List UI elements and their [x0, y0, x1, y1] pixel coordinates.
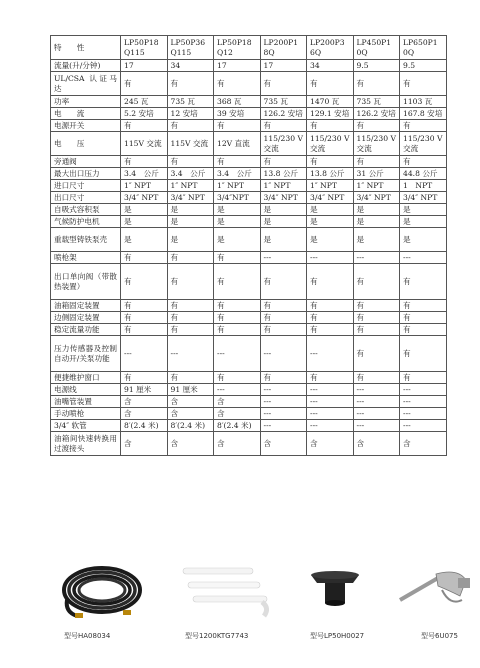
table-cell: 有 — [214, 372, 261, 384]
row-label: 旁通阀 — [51, 156, 121, 168]
table-cell: 有 — [307, 372, 354, 384]
table-cell: --- — [167, 336, 214, 372]
table-cell: 39 安培 — [214, 108, 261, 120]
table-cell: 3/4″ NPT — [307, 192, 354, 204]
table-cell: LP50P18 Q12 — [214, 36, 261, 60]
caption-fitting: 型号LP50H0027 — [310, 632, 365, 640]
table-cell: 含 — [167, 432, 214, 456]
table-cell: 是 — [353, 216, 400, 228]
table-cell: 是 — [167, 204, 214, 216]
table-cell: 1″ NPT — [353, 180, 400, 192]
table-cell: 含 — [400, 432, 447, 456]
pipe-tubes-icon — [178, 560, 273, 620]
table-cell: 含 — [121, 432, 168, 456]
table-cell: 有 — [167, 300, 214, 312]
coiled-hose-icon — [57, 560, 147, 620]
row-label: 电 压 — [51, 132, 121, 156]
table-cell: 3.4 公斤 — [121, 168, 168, 180]
table-cell: 3/4″ NPT — [400, 192, 447, 204]
table-cell: 有 — [400, 312, 447, 324]
table-row — [51, 60, 447, 72]
product-photos — [0, 555, 480, 625]
table-cell: --- — [260, 420, 307, 432]
table-cell: 有 — [260, 156, 307, 168]
table-cell: 3.4 公斤 — [167, 168, 214, 180]
table-cell: --- — [307, 396, 354, 408]
table-cell: --- — [214, 336, 261, 372]
table-cell: 有 — [167, 156, 214, 168]
table-cell: 是 — [307, 204, 354, 216]
row-label: 出口单向阀（带散热装置） — [51, 264, 121, 300]
table-cell: 含 — [167, 408, 214, 420]
table-cell: 有 — [167, 120, 214, 132]
table-row — [51, 420, 447, 432]
table-cell: 有 — [260, 312, 307, 324]
row-label: 进口尺寸 — [51, 180, 121, 192]
table-cell: 有 — [353, 264, 400, 300]
table-cell: 9.5 — [353, 60, 400, 72]
table-cell: 含 — [214, 396, 261, 408]
table-cell: 129.1 安培 — [307, 108, 354, 120]
table-cell: 是 — [121, 216, 168, 228]
table-cell: 245 瓦 — [121, 96, 168, 108]
table-cell: 3/4″ NPT — [167, 192, 214, 204]
table-row — [51, 300, 447, 312]
table-cell: 有 — [307, 324, 354, 336]
table-cell: 有 — [121, 264, 168, 300]
table-row — [51, 384, 447, 396]
table-cell: --- — [353, 396, 400, 408]
table-cell: --- — [121, 336, 168, 372]
table-cell: 1103 瓦 — [400, 96, 447, 108]
table-cell: --- — [260, 396, 307, 408]
table-cell: 有 — [307, 120, 354, 132]
table-cell: 735 瓦 — [353, 96, 400, 108]
table-row — [51, 228, 447, 252]
table-row — [51, 180, 447, 192]
table-cell: 44.8 公斤 — [400, 168, 447, 180]
table-cell: 有 — [353, 156, 400, 168]
table-row — [51, 312, 447, 324]
table-cell: 有 — [260, 372, 307, 384]
table-cell: 有 — [400, 72, 447, 96]
table-cell: 是 — [353, 228, 400, 252]
table-cell: --- — [260, 408, 307, 420]
table-cell: 是 — [167, 216, 214, 228]
table-cell: 是 — [400, 228, 447, 252]
table-cell: 有 — [307, 156, 354, 168]
table-cell: 1″ NPT — [307, 180, 354, 192]
table-cell: 有 — [167, 252, 214, 264]
table-cell: 3/4″ NPT — [260, 192, 307, 204]
table-cell: LP450P1 0Q — [353, 36, 400, 60]
table-cell: 8′(2.4 米) — [167, 420, 214, 432]
table-cell: 1 NPT — [400, 180, 447, 192]
table-row — [51, 252, 447, 264]
table-cell: 是 — [167, 228, 214, 252]
table-cell: 有 — [353, 372, 400, 384]
table-cell: 有 — [121, 156, 168, 168]
table-cell: 1″ NPT — [121, 180, 168, 192]
table-cell: LP50P18 Q115 — [121, 36, 168, 60]
table-cell: 91 厘米 — [167, 384, 214, 396]
row-label: 最大出口压力 — [51, 168, 121, 180]
table-cell: LP50P36 Q115 — [167, 36, 214, 60]
table-row — [51, 372, 447, 384]
table-cell: 有 — [353, 336, 400, 372]
table-cell: --- — [260, 252, 307, 264]
row-label: 稳定流量功能 — [51, 324, 121, 336]
table-cell: 3/4″ NPT — [121, 192, 168, 204]
table-row — [51, 408, 447, 420]
table-cell: 126.2 安培 — [353, 108, 400, 120]
table-cell: 有 — [121, 372, 168, 384]
table-cell: 17 — [260, 60, 307, 72]
table-cell: 有 — [400, 156, 447, 168]
table-cell: 有 — [167, 324, 214, 336]
table-cell: 含 — [307, 432, 354, 456]
table-header-row — [51, 36, 447, 60]
table-row — [51, 120, 447, 132]
table-cell: 3/4″NPT — [214, 192, 261, 204]
table-cell: 1470 瓦 — [307, 96, 354, 108]
table-cell: 是 — [214, 204, 261, 216]
table-cell: 有 — [307, 300, 354, 312]
table-cell: 含 — [260, 432, 307, 456]
caption-tubes: 型号1200KTG7743 — [185, 632, 249, 640]
table-cell: 1″ NPT — [214, 180, 261, 192]
table-cell: 有 — [260, 120, 307, 132]
table-cell: --- — [260, 336, 307, 372]
row-label: 自吸式容积泵 — [51, 204, 121, 216]
table-cell: --- — [214, 384, 261, 396]
table-row — [51, 132, 447, 156]
table-cell: 有 — [400, 120, 447, 132]
table-cell: --- — [353, 252, 400, 264]
row-label: 喷枪架 — [51, 252, 121, 264]
table-cell: 13.8 公斤 — [260, 168, 307, 180]
table-cell: 含 — [214, 432, 261, 456]
row-label: 电 流 — [51, 108, 121, 120]
table-cell: 有 — [121, 324, 168, 336]
table-cell: 是 — [214, 216, 261, 228]
table-cell: 有 — [214, 252, 261, 264]
nozzle-icon — [398, 560, 473, 620]
row-label: 油嘴管装置 — [51, 396, 121, 408]
table-row — [51, 168, 447, 180]
table-cell: 115/230 V 交流 — [260, 132, 307, 156]
row-label: 油箱间快速转换用过渡接头 — [51, 432, 121, 456]
table-cell: 34 — [307, 60, 354, 72]
table-cell: --- — [400, 252, 447, 264]
table-cell: 是 — [400, 204, 447, 216]
table-cell: 有 — [167, 72, 214, 96]
row-label: 电源线 — [51, 384, 121, 396]
table-cell: 是 — [353, 204, 400, 216]
table-cell: 115V 交流 — [167, 132, 214, 156]
table-cell: --- — [353, 408, 400, 420]
row-label: 手动喷枪 — [51, 408, 121, 420]
table-cell: 有 — [121, 312, 168, 324]
table-row — [51, 432, 447, 456]
table-cell: 有 — [121, 120, 168, 132]
table-cell: 31 公斤 — [353, 168, 400, 180]
table-cell: 有 — [260, 72, 307, 96]
table-cell: 115V 交流 — [121, 132, 168, 156]
table-cell: 有 — [260, 300, 307, 312]
table-cell: 13.8 公斤 — [307, 168, 354, 180]
table-cell: 有 — [400, 372, 447, 384]
table-cell: 115/230 V 交流 — [353, 132, 400, 156]
row-label: 特 性 — [51, 36, 121, 60]
row-label: 便捷维护窗口 — [51, 372, 121, 384]
table-cell: 是 — [400, 216, 447, 228]
spec-table — [50, 35, 447, 456]
table-row — [51, 216, 447, 228]
table-cell: 有 — [214, 300, 261, 312]
table-cell: 8′(2.4 米) — [214, 420, 261, 432]
table-cell: 1″ NPT — [260, 180, 307, 192]
table-cell: 有 — [400, 300, 447, 312]
table-cell: 含 — [214, 408, 261, 420]
table-cell: 含 — [121, 396, 168, 408]
table-cell: 含 — [121, 408, 168, 420]
table-cell: 1″ NPT — [167, 180, 214, 192]
table-cell: 115/230 V 交流 — [307, 132, 354, 156]
table-cell: 有 — [214, 312, 261, 324]
adapter-fitting-icon — [305, 565, 365, 615]
table-cell: --- — [400, 408, 447, 420]
table-cell: 有 — [167, 372, 214, 384]
table-row — [51, 264, 447, 300]
row-label: 气候防护电机 — [51, 216, 121, 228]
table-cell: 91 厘米 — [121, 384, 168, 396]
table-cell: --- — [400, 420, 447, 432]
table-cell: --- — [307, 408, 354, 420]
caption-nozzle: 型号6U075 — [421, 632, 458, 640]
table-cell: 有 — [260, 324, 307, 336]
table-cell: 有 — [214, 72, 261, 96]
table-cell: 有 — [400, 324, 447, 336]
table-cell: 有 — [214, 120, 261, 132]
table-cell: 是 — [260, 204, 307, 216]
table-cell: --- — [353, 420, 400, 432]
spec-table-container — [50, 35, 446, 456]
table-cell: 有 — [214, 156, 261, 168]
table-cell: 有 — [353, 324, 400, 336]
table-cell: --- — [307, 420, 354, 432]
table-cell: --- — [400, 384, 447, 396]
table-row — [51, 96, 447, 108]
row-label: 油箱固定装置 — [51, 300, 121, 312]
table-row — [51, 72, 447, 96]
table-cell: 有 — [167, 312, 214, 324]
table-cell: 有 — [353, 312, 400, 324]
table-row — [51, 192, 447, 204]
table-cell: 735 瓦 — [167, 96, 214, 108]
table-cell: 含 — [167, 396, 214, 408]
row-label: UL/CSA 认证马达 — [51, 72, 121, 96]
table-cell: LP650P1 0Q — [400, 36, 447, 60]
table-cell: 368 瓦 — [214, 96, 261, 108]
table-cell: 有 — [353, 72, 400, 96]
row-label: 流量(升/分钟) — [51, 60, 121, 72]
table-cell: 有 — [400, 264, 447, 300]
table-cell: 是 — [260, 216, 307, 228]
table-cell: --- — [307, 384, 354, 396]
table-row — [51, 336, 447, 372]
table-cell: 8′(2.4 米) — [121, 420, 168, 432]
table-cell: 115/230 V 交流 — [400, 132, 447, 156]
table-cell: 有 — [121, 300, 168, 312]
table-cell: 有 — [353, 120, 400, 132]
table-cell: 有 — [260, 264, 307, 300]
table-cell: --- — [400, 396, 447, 408]
row-label: 压力传感器及控制自动开/关泵功能 — [51, 336, 121, 372]
row-label: 重载型铸铁泵壳 — [51, 228, 121, 252]
row-label: 功率 — [51, 96, 121, 108]
table-cell: 34 — [167, 60, 214, 72]
table-cell: 有 — [353, 300, 400, 312]
table-cell: --- — [307, 336, 354, 372]
table-cell: 有 — [307, 72, 354, 96]
table-cell: 是 — [307, 216, 354, 228]
table-cell: 17 — [121, 60, 168, 72]
table-row — [51, 108, 447, 120]
table-cell: 含 — [353, 432, 400, 456]
table-cell: 3.4 公斤 — [214, 168, 261, 180]
table-row — [51, 204, 447, 216]
table-cell: 9.5 — [400, 60, 447, 72]
table-cell: 有 — [307, 312, 354, 324]
table-cell: --- — [307, 252, 354, 264]
table-cell: 是 — [121, 204, 168, 216]
table-cell: 5.2 安培 — [121, 108, 168, 120]
table-cell: 是 — [214, 228, 261, 252]
table-cell: 12V 直流 — [214, 132, 261, 156]
table-cell: 是 — [260, 228, 307, 252]
table-cell: 有 — [214, 264, 261, 300]
table-cell: --- — [260, 384, 307, 396]
table-cell: 167.8 安培 — [400, 108, 447, 120]
table-cell: 是 — [307, 228, 354, 252]
table-cell: 是 — [121, 228, 168, 252]
table-cell: 126.2 安培 — [260, 108, 307, 120]
table-cell: 有 — [214, 324, 261, 336]
table-cell: LP200P1 8Q — [260, 36, 307, 60]
row-label: 3/4″ 软管 — [51, 420, 121, 432]
table-cell: 有 — [307, 264, 354, 300]
table-cell: 12 安培 — [167, 108, 214, 120]
table-cell: --- — [353, 384, 400, 396]
table-cell: 3/4″ NPT — [353, 192, 400, 204]
table-cell: 有 — [167, 264, 214, 300]
table-cell: 有 — [121, 252, 168, 264]
table-cell: 有 — [121, 72, 168, 96]
row-label: 出口尺寸 — [51, 192, 121, 204]
table-row — [51, 396, 447, 408]
table-cell: 735 瓦 — [260, 96, 307, 108]
table-row — [51, 156, 447, 168]
caption-hose: 型号HA08034 — [64, 632, 111, 640]
row-label: 边侧固定装置 — [51, 312, 121, 324]
table-row — [51, 324, 447, 336]
table-cell: 有 — [400, 336, 447, 372]
row-label: 电源开关 — [51, 120, 121, 132]
table-cell: 17 — [214, 60, 261, 72]
table-cell: LP200P3 6Q — [307, 36, 354, 60]
